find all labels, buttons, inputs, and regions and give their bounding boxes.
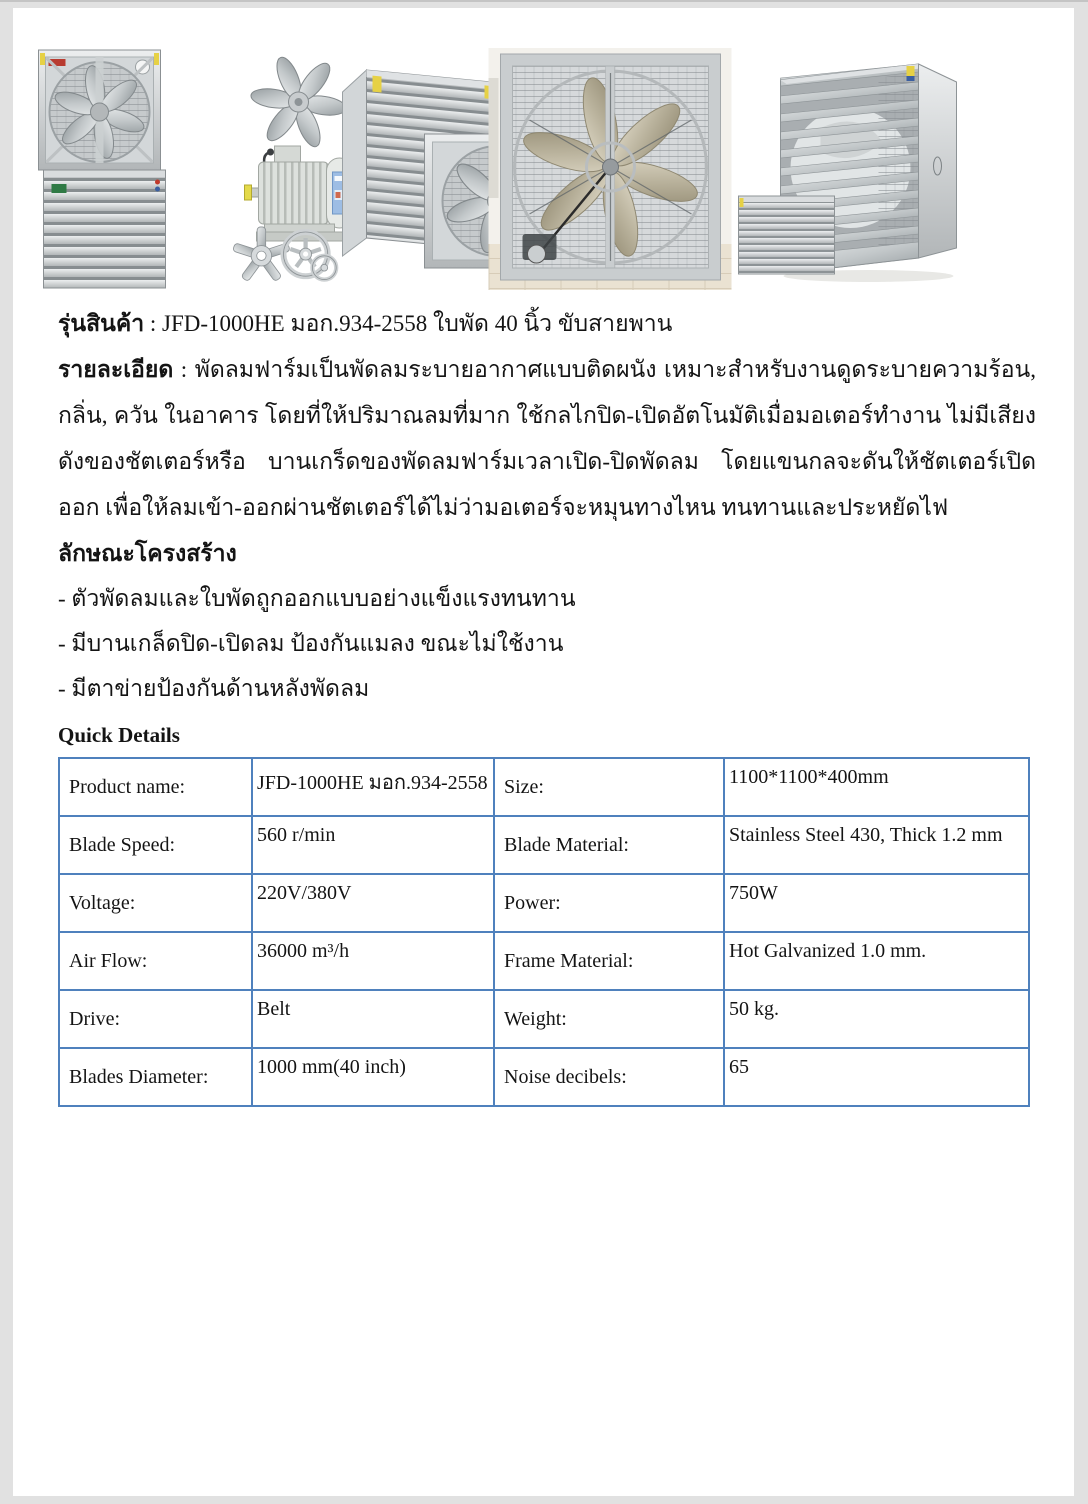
table-row [59,758,1029,816]
quick-details-heading: Quick Details [58,723,180,747]
closed-shutter-photo [44,170,166,288]
spec-label: Blades Diameter: [59,1048,252,1106]
spec-value: Belt [252,990,494,1048]
spec-value: 750W [724,874,1029,932]
spec-label: Noise decibels: [494,1048,724,1106]
table-row [59,816,1029,874]
structure-heading: ลักษณะโครงสร้าง [58,541,237,566]
fan-impeller-photo [245,50,353,155]
structure-bullet-3: - มีตาข่ายป้องกันด้านหลังพัดลม [58,676,370,701]
structure-bullet-1: - ตัวพัดลมและใบพัดถูกออกแบบอย่างแข็งแรงทนทาน [58,586,576,611]
table-row [59,990,1029,1048]
viewport-edge [0,0,1088,2]
product-photos-illustration [34,48,974,290]
model-line-label: รุ่นสินค้า [58,311,145,336]
spec-label: Voltage: [59,874,252,932]
table-row [59,932,1029,990]
structure-bullet-2: - มีบานเกล็ดปิด-เปิดลม ป้องกันแมลง ขณะไม่ใช้งาน [58,631,564,656]
spec-value: Hot Galvanized 1.0 mm. [724,932,1029,990]
fan-unit-front-photo [39,50,161,171]
spec-label: Product name: [59,758,252,816]
spec-value: 220V/380V [252,874,494,932]
spec-label: Drive: [59,990,252,1048]
spec-label: Power: [494,874,724,932]
spec-value: 1100*1100*400mm [724,758,1029,816]
spec-label: Weight: [494,990,724,1048]
spec-label: Blade Speed: [59,816,252,874]
spec-label: Frame Material: [494,932,724,990]
document-page [13,8,1074,1496]
spec-value: JFD-1000HE มอก.934-2558 [252,758,494,816]
description-paragraph [58,347,1036,531]
spec-value: Stainless Steel 430, Thick 1.2 mm [724,816,1029,874]
spec-label: Air Flow: [59,932,252,990]
spec-value: 36000 m³/h [252,932,494,990]
small-shutter-panel-photo [739,196,835,274]
product-photo-strip [34,48,974,290]
fan-front-large-photo [489,48,732,290]
spec-value: 560 r/min [252,816,494,874]
model-line [58,301,1034,347]
quick-details-table [58,757,1030,1107]
spec-value: 1000 mm(40 inch) [252,1048,494,1106]
spec-label: Blade Material: [494,816,724,874]
table-row [59,874,1029,932]
model-line-text: : JFD-1000HE มอก.934-2558 ใบพัด 40 นิ้ว ขับสายพาน [144,311,673,336]
description-label: รายละเอียด [58,357,174,382]
spec-value: 50 kg. [724,990,1029,1048]
description-text: : พัดลมฟาร์มเป็นพัดลมระบายอากาศแบบติดผนัง เหมาะสำหรับงานดูดระบายความร้อน, กลิ่น, ควัน ในอาคาร โดยที่ให้ปริมาณลมที่มาก ใช้กลไกปิด-เปิดอัตโนมัติเมื่อมอเตอร์ทำงาน ไม่มีเสียงดังของชัตเตอร์หรือ บานเกร็ดของพัดลมฟาร์มเวลาเปิด-ปิดพัดลม โดยแขนกลจะดันให้ชัตเตอร์เปิดออก เพื่อให้ลมเข้า-ออกผ่านชัตเตอร์ได้ไม่ว่ามอเตอร์จะหมุนทางไหน ทนทานและประหยัดไฟ [58,357,1036,520]
spec-value: 65 [724,1048,1029,1106]
spec-label: Size: [494,758,724,816]
table-row [59,1048,1029,1106]
document-body [13,301,1074,1107]
